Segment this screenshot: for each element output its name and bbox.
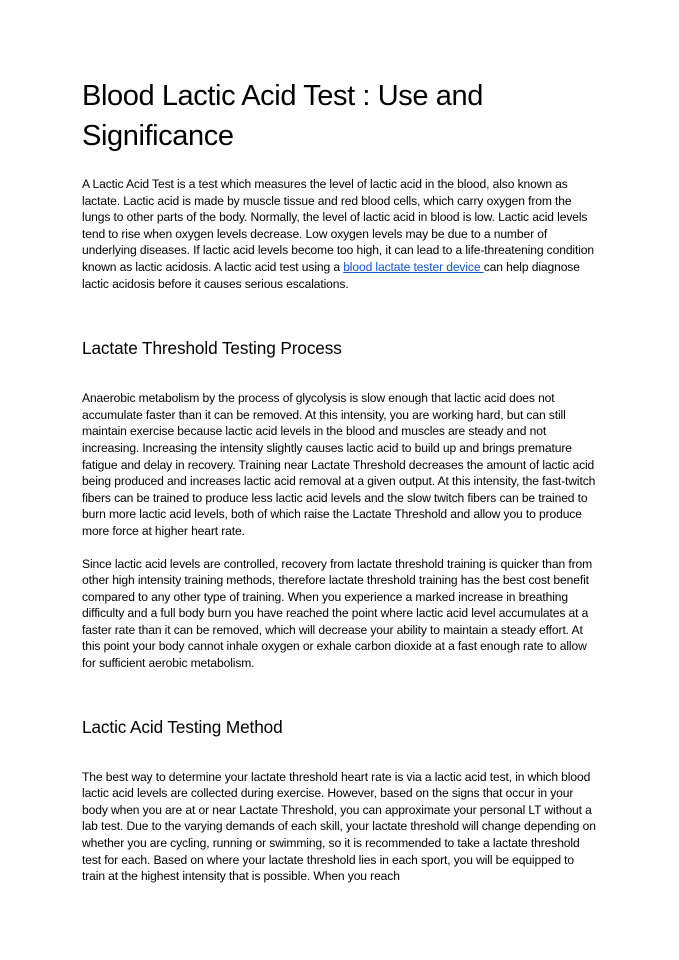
- threshold-paragraph-2: Since lactic acid levels are controlled, recovery from lactate threshold training is quicker than from other high intensity training methods, therefore lactate threshold training has the best cost benefit compared to any other type of training. When you experience a marked increase in breathing difficulty and a full body burn you have reached the point where lactic acid level accumulates at a faster rate than it can be removed, which will decrease your ability to maintain a steady effort. At this point your body cannot inhale oxygen or exhale carbon dioxide at a fast enough rate to allow for sufficient aerobic metabolism.: [82, 556, 593, 671]
- section-heading-threshold-process: Lactate Threshold Testing Process: [82, 338, 342, 359]
- intro-text: A Lactic Acid Test is a test which measures the level of lactic acid in the blood, also known as lactate. Lactic acid is made by muscle tissue and red blood cells, which carry oxygen from the lungs to other parts of the body. Normally, the level of lactic acid in blood is low. Lactic acid levels tend to rise when oxygen levels decrease. Low oxygen levels may be due to a number of underlying diseases. If lactic acid levels become too high, it can lead to a life-threatening condition known as lactic acidosis. A lactic acid test using a: [82, 177, 595, 274]
- page-title: Blood Lactic Acid Test : Use and Significance: [82, 80, 483, 152]
- method-paragraph-1: The best way to determine your lactate threshold heart rate is via a lactic acid test, in which blood lactic acid levels are collected during exercise. However, based on the signs that occur in your body when you are at or near Lactate Threshold, you can approximate your personal LT without a lab test. Due to the varying demands of each skill, your lactate threshold will change depending on whether you are cycling, running or swimming, so it is recommended to take a lactate threshold test for each. Based on where your lactate threshold lies in each sport, you will be equipped to train at the highest intensity that is possible. When you reach: [82, 769, 596, 884]
- threshold-paragraph-1: Anaerobic metabolism by the process of glycolysis is slow enough that lactic acid does not accumulate faster than it can be removed. At this intensity, you are working hard, but can still maintain exercise because lactic acid levels in the blood and muscles are steady and not increasing. Increasing the intensity slightly causes lactic acid to build up and brings premature fatigue and delay in recovery. Training near Lactate Threshold decreases the amount of lactic acid being produced and increases lactic acid removal at a given output. At this intensity, the fast-twitch fibers can be trained to produce less lactic acid levels and the slow twitch fibers can be trained to burn more lactic acid levels, both of which raise the Lactate Threshold and allow you to produce more force at higher heart rate.: [82, 391, 596, 538]
- intro-paragraph: [82, 176, 597, 292]
- section-heading-testing-method: Lactic Acid Testing Method: [82, 716, 283, 737]
- blood-lactate-tester-link[interactable]: blood lactate tester device: [343, 259, 484, 274]
- intro-text-end: can help diagnose lactic acidosis before it causes serious escalations.: [82, 259, 580, 291]
